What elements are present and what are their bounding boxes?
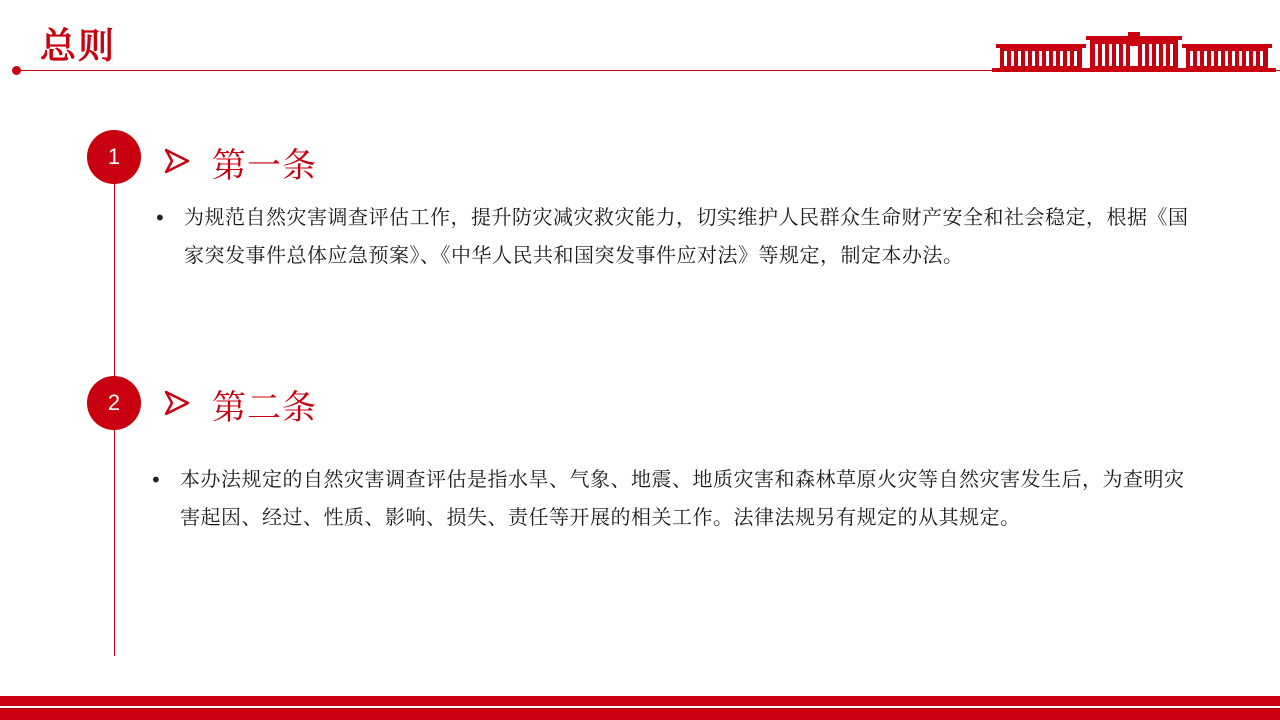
arrow-head-icon [164, 148, 190, 174]
arrow-head-icon [164, 390, 190, 416]
article-title: 第二条 [212, 388, 317, 428]
article-title: 第一条 [212, 146, 317, 186]
article-number-badge: 1 [87, 130, 141, 184]
footer-bar [0, 696, 1280, 720]
bullet-point: • [154, 206, 166, 230]
article-paragraph: 为规范自然灾害调查评估工作，提升防灾减灾救灾能力，切实维护人民群众生命财产安全和社会稳定，根据《国家突发事件总体应急预案》、《中华人民共和国突发事件应对法》等规定，制定本办法。 [184, 205, 1189, 267]
footer-stripe [0, 706, 1280, 708]
page-title: 总则 [40, 26, 117, 67]
bullet-point: • [150, 468, 162, 492]
article-paragraph: 本办法规定的自然灾害调查评估是指水旱、气象、地震、地质灾害和森林草原火灾等自然灾害发生后，为查明灾害起因、经过、性质、影响、损失、责任等开展的相关工作。法律法规另有规定的从其规定。 [180, 467, 1185, 529]
building-silhouette-icon [992, 32, 1276, 74]
article-number-badge: 2 [87, 376, 141, 430]
